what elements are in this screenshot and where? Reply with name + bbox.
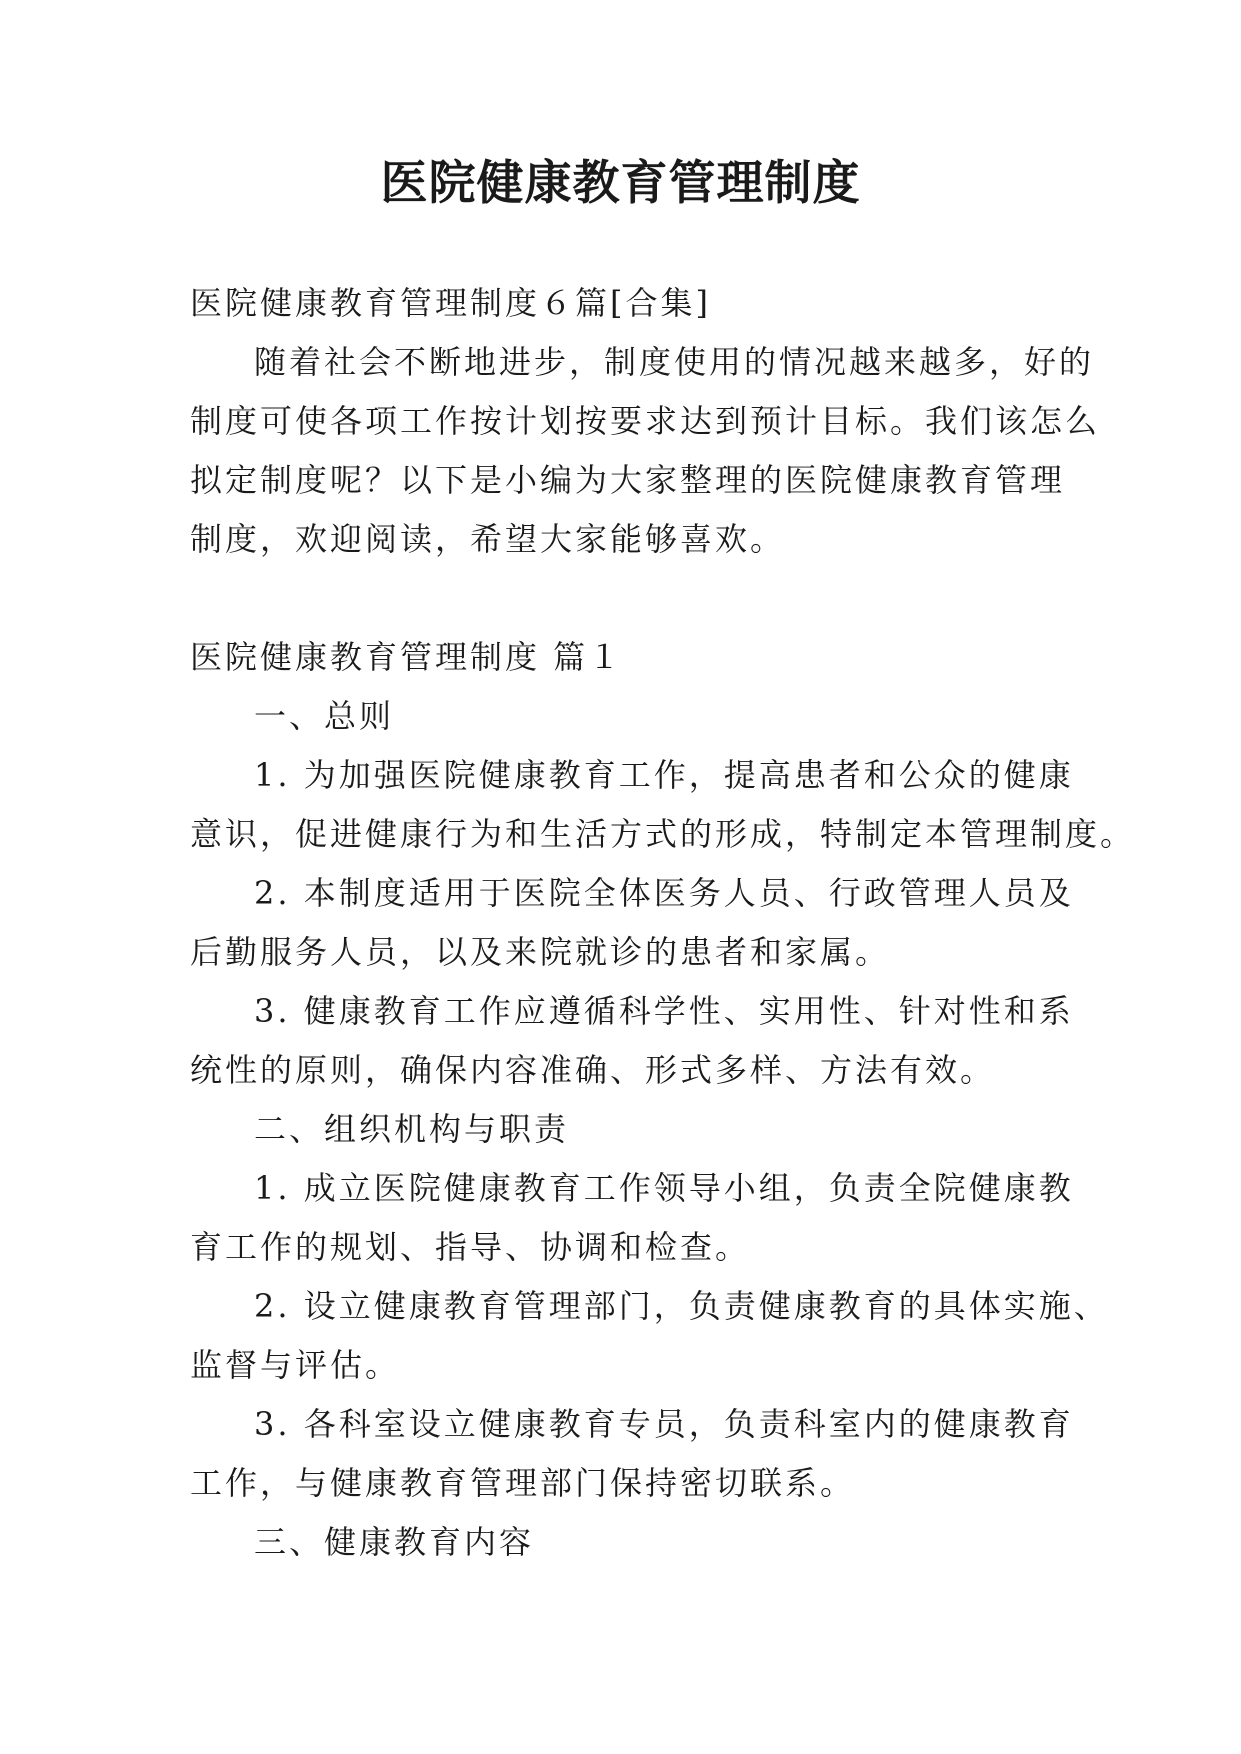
paragraph-line: 监督与评估。 [190,1346,401,1384]
paragraph-line: 后勤服务人员，以及来院就诊的患者和家属。 [190,933,891,971]
subtitle-line: 医院健康教育管理制度６篇[合集] [190,284,711,322]
intro-line: 随着社会不断地进步，制度使用的情况越来越多，好的 [254,343,1095,381]
paragraph-line: 2. 本制度适用于医院全体医务人员、行政管理人员及 [254,874,1074,912]
chapter-heading: 二、组织机构与职责 [254,1110,570,1148]
chapter-heading: 三、健康教育内容 [254,1523,535,1561]
paragraph-line: 3. 健康教育工作应遵循科学性、实用性、针对性和系 [254,992,1074,1030]
paragraph-line: 育工作的规划、指导、协调和检查。 [190,1228,751,1266]
paragraph-line: 1. 为加强医院健康教育工作，提高患者和公众的健康 [254,756,1074,794]
paragraph-line: 意识，促进健康行为和生活方式的形成，特制定本管理制度。 [190,815,1136,853]
paragraph-line: 3. 各科室设立健康教育专员，负责科室内的健康教育 [254,1405,1074,1443]
intro-line: 制度，欢迎阅读，希望大家能够喜欢。 [190,520,786,558]
paragraph-line: 2. 设立健康教育管理部门，负责健康教育的具体实施、 [254,1287,1109,1325]
paragraph-line: 1. 成立医院健康教育工作领导小组，负责全院健康教 [254,1169,1074,1207]
section-heading: 医院健康教育管理制度 篇１ [190,638,624,676]
paragraph-line: 统性的原则，确保内容准确、形式多样、方法有效。 [190,1051,996,1089]
chapter-heading: 一、总则 [254,697,395,735]
document-title: 医院健康教育管理制度 [380,156,861,211]
intro-line: 拟定制度呢？以下是小编为大家整理的医院健康教育管理 [190,461,1066,499]
paragraph-line: 工作，与健康教育管理部门保持密切联系。 [190,1464,856,1502]
intro-line: 制度可使各项工作按计划按要求达到预计目标。我们该怎么 [190,402,1101,440]
